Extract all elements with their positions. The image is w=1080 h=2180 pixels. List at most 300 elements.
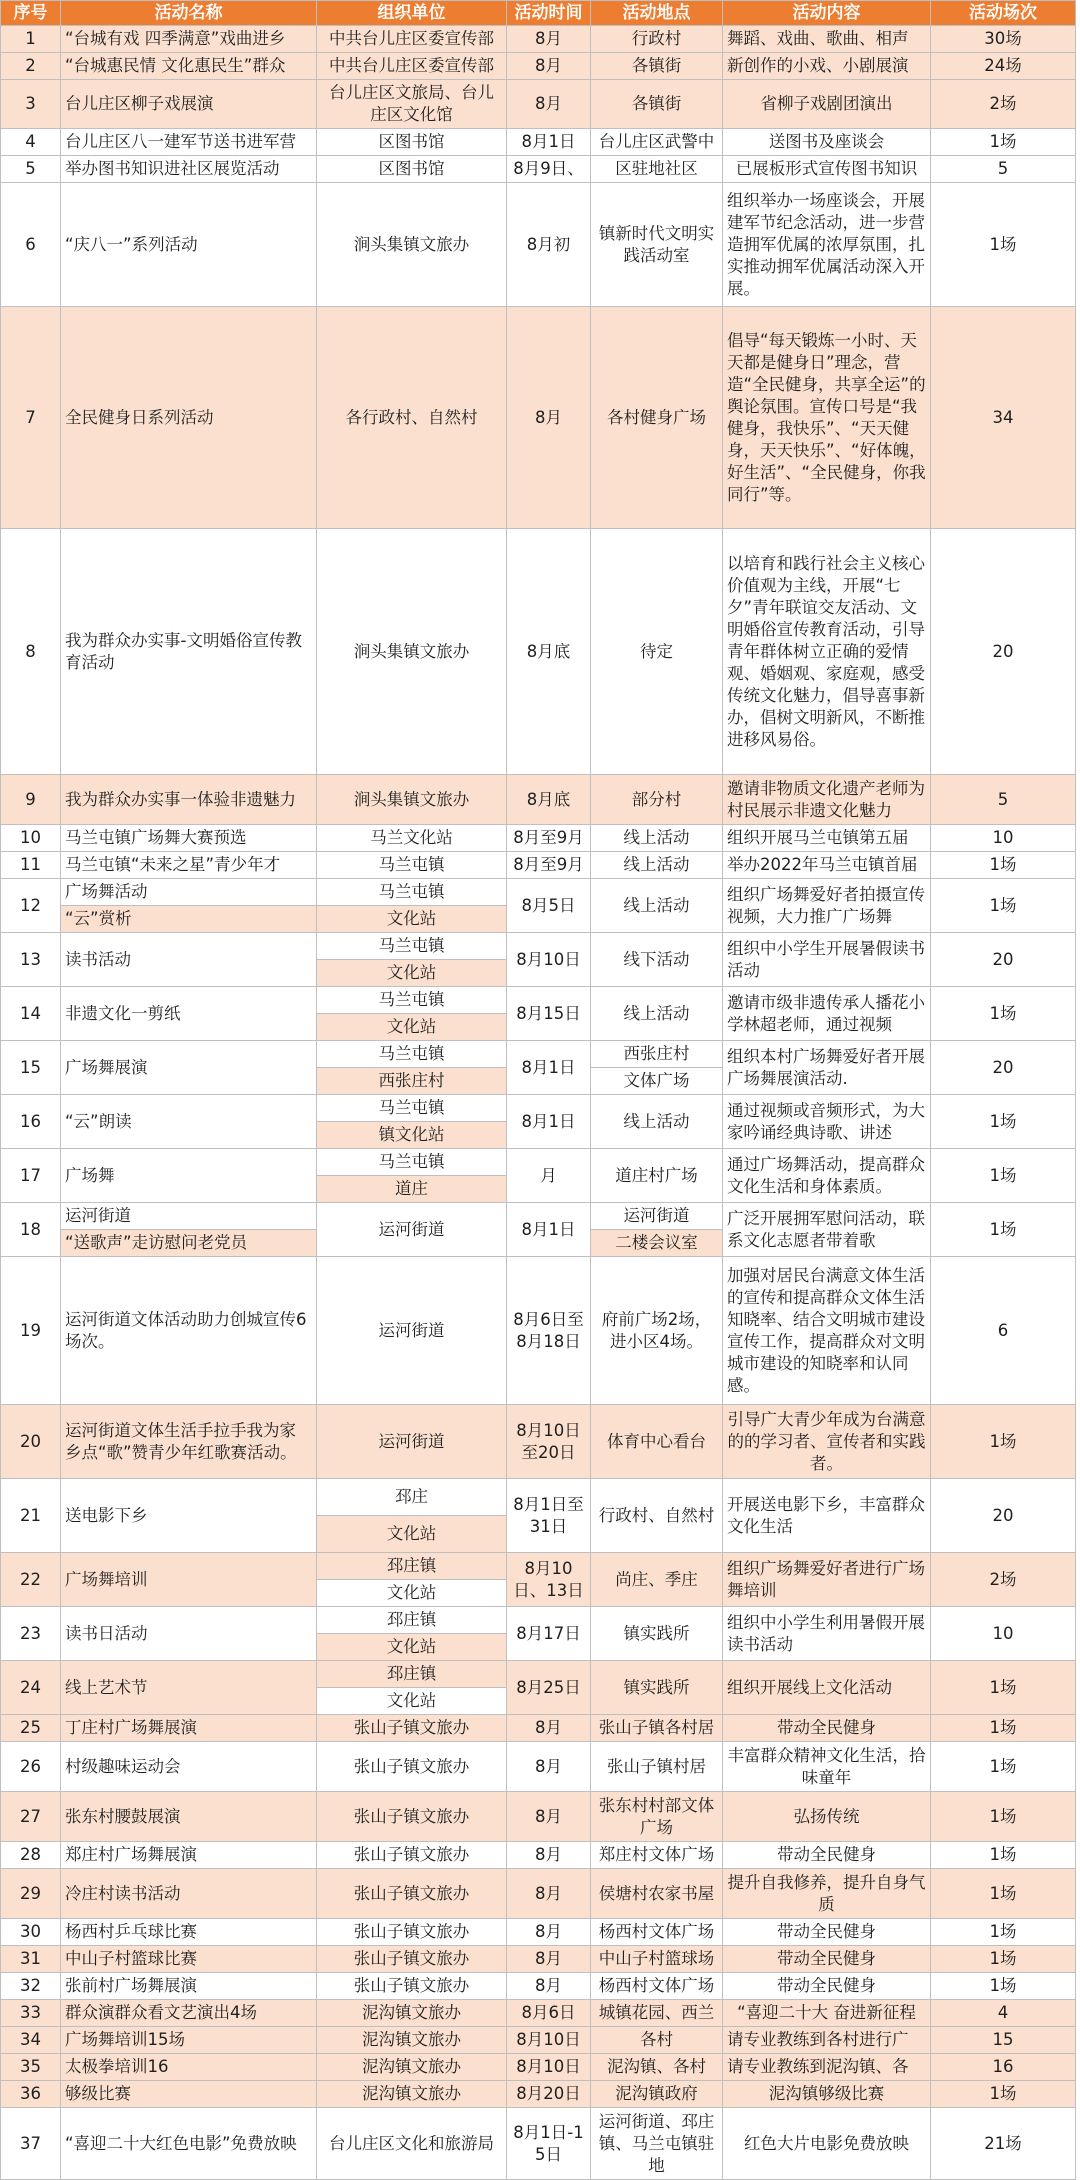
- cell-place: 杨西村文体广场: [591, 1973, 723, 2000]
- cell-count: 1场: [931, 1973, 1076, 2000]
- table-row: [1, 307, 1076, 529]
- cell-place: 镇实践所: [591, 1607, 723, 1661]
- cell-place: 线上活动: [591, 879, 723, 933]
- cell-place: 行政村: [591, 26, 723, 53]
- cell-name: 冷庄村读书活动: [61, 1869, 317, 1919]
- cell-name: 台儿庄区柳子戏展演: [61, 80, 317, 129]
- cell-place: 线上活动: [591, 825, 723, 852]
- cell-place: 体育中心看台: [591, 1405, 723, 1479]
- cell-place: 张山子镇村居: [591, 1742, 723, 1792]
- table-row: [1, 2054, 1076, 2081]
- cell-place: 府前广场2场，进小区4场。: [591, 1257, 723, 1405]
- cell-org: 台儿庄区文旅局、台儿庄区文化馆: [317, 80, 507, 129]
- cell-count: 1场: [931, 129, 1076, 156]
- table-row: [1, 1946, 1076, 1973]
- cell-content: 组织广场舞爱好者拍摄宣传视频，大力推广广场舞: [723, 879, 931, 933]
- cell-content: 带动全民健身: [723, 1946, 931, 1973]
- cell-no: 10: [1, 825, 61, 852]
- cell-count: 1场: [931, 1149, 1076, 1203]
- cell-org: 文化站: [317, 1516, 507, 1553]
- cell-time: 8月1日至31日: [507, 1479, 591, 1553]
- cell-org: 泥沟镇文旅办: [317, 2081, 507, 2108]
- cell-time: 8月10日: [507, 2027, 591, 2054]
- cell-name: 丁庄村广场舞展演: [61, 1715, 317, 1742]
- cell-org: 运河街道: [317, 1257, 507, 1405]
- table-row: [1, 1973, 1076, 2000]
- cell-count: 34: [931, 307, 1076, 529]
- cell-no: 15: [1, 1041, 61, 1095]
- cell-count: 6: [931, 1257, 1076, 1405]
- cell-no: 32: [1, 1973, 61, 2000]
- cell-no: 17: [1, 1149, 61, 1203]
- table-row: [1, 1869, 1076, 1919]
- header-no: 序号: [1, 1, 61, 26]
- cell-content: 组织中小学生利用暑假开展读书活动: [723, 1607, 931, 1661]
- table-row: [1, 775, 1076, 825]
- cell-time: 8月20日: [507, 2081, 591, 2108]
- cell-org: 张山子镇文旅办: [317, 1946, 507, 1973]
- table-row: [1, 1842, 1076, 1869]
- cell-org: 运河街道: [317, 1203, 507, 1257]
- cell-place: 侯塘村农家书屋: [591, 1869, 723, 1919]
- header-count: 活动场次: [931, 1, 1076, 26]
- cell-count: 1场: [931, 1203, 1076, 1257]
- cell-name: 我为群众办实事-文明婚俗宣传教育活动: [61, 529, 317, 775]
- cell-time: 8月1日: [507, 129, 591, 156]
- cell-time: 8月5日: [507, 879, 591, 933]
- cell-content: 邀请市级非遗传承人播花小学林超老师，通过视频: [723, 987, 931, 1041]
- cell-content: 引导广大青少年成为台满意的的学习者、宣传者和实践者。: [723, 1405, 931, 1479]
- cell-place: 城镇花园、西兰: [591, 2000, 723, 2027]
- cell-name: 广场舞: [61, 1149, 317, 1203]
- cell-no: 22: [1, 1553, 61, 1607]
- cell-name: 广场舞培训15场: [61, 2027, 317, 2054]
- cell-time: 8月: [507, 307, 591, 529]
- cell-org: 马兰屯镇: [317, 879, 507, 906]
- cell-content: 组织本村广场舞爱好者开展广场舞展演活动.: [723, 1041, 931, 1095]
- table-row: [1, 2108, 1076, 2180]
- cell-name: 群众演群众看文艺演出4场: [61, 2000, 317, 2027]
- cell-org: 马兰文化站: [317, 825, 507, 852]
- cell-content: 已展板形式宣传图书知识: [723, 156, 931, 183]
- cell-no: 13: [1, 933, 61, 987]
- cell-name: 广场舞展演: [61, 1041, 317, 1095]
- cell-time: 8月17日: [507, 1607, 591, 1661]
- cell-name: 我为群众办实事一体验非遗魅力: [61, 775, 317, 825]
- cell-name: 张前村广场舞展演: [61, 1973, 317, 2000]
- cell-content: 倡导“每天锻炼一小时、天天都是健身日”理念，营造“全民健身，共享全运”的舆论氛围。宣传口号是“我健身，我快乐”、“天天健身，天天快乐”、“好体魄，好生活”、“全民健身，你我同行”等。: [723, 307, 931, 529]
- cell-no: 3: [1, 80, 61, 129]
- cell-place: 台儿庄区武警中: [591, 129, 723, 156]
- cell-name: 运河街道文体生活手拉手我为家乡点“歌”赞青少年红歌赛活动。: [61, 1405, 317, 1479]
- cell-content: 请专业教练到泥沟镇、各: [723, 2054, 931, 2081]
- cell-time: 8月至9月: [507, 852, 591, 879]
- cell-name: 全民健身日系列活动: [61, 307, 317, 529]
- table-row: [1, 879, 1076, 906]
- cell-place: 线下活动: [591, 933, 723, 987]
- cell-place: 待定: [591, 529, 723, 775]
- cell-name: 运河街道: [61, 1203, 317, 1230]
- cell-name: 运河街道文体活动助力创城宣传6场次。: [61, 1257, 317, 1405]
- cell-time: 8月: [507, 80, 591, 129]
- cell-place: 各镇街: [591, 80, 723, 129]
- cell-time: 8月10日至20日: [507, 1405, 591, 1479]
- table-row: [1, 933, 1076, 960]
- cell-content: 带动全民健身: [723, 1715, 931, 1742]
- cell-time: 8月10日: [507, 933, 591, 987]
- cell-count: 1场: [931, 1919, 1076, 1946]
- cell-name: “云”赏析: [61, 906, 317, 933]
- cell-no: 33: [1, 2000, 61, 2027]
- cell-org: 文化站: [317, 1634, 507, 1661]
- cell-count: 5: [931, 775, 1076, 825]
- table-row: [1, 2000, 1076, 2027]
- cell-no: 26: [1, 1742, 61, 1792]
- cell-org: 马兰屯镇: [317, 987, 507, 1014]
- cell-place: 线上活动: [591, 852, 723, 879]
- cell-place: 郑庄村文体广场: [591, 1842, 723, 1869]
- cell-time: 8月: [507, 26, 591, 53]
- cell-time: 8月25日: [507, 1661, 591, 1715]
- table-row: [1, 1792, 1076, 1842]
- cell-content: 泥沟镇够级比赛: [723, 2081, 931, 2108]
- cell-count: 20: [931, 1041, 1076, 1095]
- cell-name: 非遗文化一剪纸: [61, 987, 317, 1041]
- cell-org: 中共台儿庄区委宣传部: [317, 53, 507, 80]
- cell-time: 8月: [507, 1792, 591, 1842]
- cell-content: 带动全民健身: [723, 1842, 931, 1869]
- cell-place: 各镇街: [591, 53, 723, 80]
- cell-content: 通过广场舞活动，提高群众文化生活和身体素质。: [723, 1149, 931, 1203]
- cell-count: 24场: [931, 53, 1076, 80]
- table-row: [1, 529, 1076, 775]
- cell-org: 区图书馆: [317, 129, 507, 156]
- cell-place: 部分村: [591, 775, 723, 825]
- cell-no: 35: [1, 2054, 61, 2081]
- cell-name: 中山子村篮球比赛: [61, 1946, 317, 1973]
- cell-count: 1场: [931, 1946, 1076, 1973]
- cell-org: 西张庄村: [317, 1068, 507, 1095]
- cell-place: 张东村村部文体广场: [591, 1792, 723, 1842]
- cell-content: “喜迎二十大 奋进新征程: [723, 2000, 931, 2027]
- cell-org: 邳庄镇: [317, 1607, 507, 1634]
- cell-content: 通过视频或音频形式，为大家吟诵经典诗歌、讲述: [723, 1095, 931, 1149]
- cell-content: 省柳子戏剧团演出: [723, 80, 931, 129]
- cell-time: 8月15日: [507, 987, 591, 1041]
- cell-time: 8月: [507, 1919, 591, 1946]
- cell-count: 20: [931, 529, 1076, 775]
- cell-name: 村级趣味运动会: [61, 1742, 317, 1792]
- cell-no: 21: [1, 1479, 61, 1553]
- table-row: [1, 1149, 1076, 1176]
- cell-place: 西张庄村: [591, 1041, 723, 1068]
- cell-org: 涧头集镇文旅办: [317, 183, 507, 307]
- cell-no: 20: [1, 1405, 61, 1479]
- table-row: [1, 1405, 1076, 1479]
- table-row: [1, 1095, 1076, 1122]
- cell-count: 20: [931, 933, 1076, 987]
- cell-no: 1: [1, 26, 61, 53]
- cell-no: 24: [1, 1661, 61, 1715]
- cell-name: “云”朗读: [61, 1095, 317, 1149]
- cell-org: 马兰屯镇: [317, 933, 507, 960]
- cell-no: 27: [1, 1792, 61, 1842]
- cell-place: 文体广场: [591, 1068, 723, 1095]
- cell-no: 19: [1, 1257, 61, 1405]
- header-time: 活动时间: [507, 1, 591, 26]
- cell-time: 8月初: [507, 183, 591, 307]
- cell-org: 文化站: [317, 1580, 507, 1607]
- cell-time: 8月: [507, 1946, 591, 1973]
- cell-no: 18: [1, 1203, 61, 1257]
- cell-org: 运河街道: [317, 1405, 507, 1479]
- cell-place: 行政村、自然村: [591, 1479, 723, 1553]
- cell-content: 丰富群众精神文化生活，拾味童年: [723, 1742, 931, 1792]
- table-row: [1, 987, 1076, 1014]
- cell-no: 6: [1, 183, 61, 307]
- cell-count: 10: [931, 1607, 1076, 1661]
- cell-content: 请专业教练到各村进行广: [723, 2027, 931, 2054]
- table-row: [1, 1203, 1076, 1230]
- cell-org: 各行政村、自然村: [317, 307, 507, 529]
- table-header-row: [1, 1, 1076, 26]
- cell-time: 月: [507, 1149, 591, 1203]
- cell-time: 8月: [507, 1973, 591, 2000]
- table-row: [1, 1041, 1076, 1068]
- cell-time: 8月10日: [507, 2054, 591, 2081]
- cell-time: 8月10日、13日: [507, 1553, 591, 1607]
- cell-count: 4: [931, 2000, 1076, 2027]
- cell-org: 马兰屯镇: [317, 852, 507, 879]
- cell-time: 8月: [507, 1869, 591, 1919]
- cell-content: 以培育和践行社会主义核心价值观为主线，开展“七夕”青年联谊交友活动、文明婚俗宣传教育活动，引导青年群体树立正确的爱情观、婚姻观、家庭观，感受传统文化魅力，倡导喜事新办，倡树文明新风，不断推进移风易俗。: [723, 529, 931, 775]
- cell-count: 1场: [931, 1405, 1076, 1479]
- cell-count: 2场: [931, 80, 1076, 129]
- cell-org: 涧头集镇文旅办: [317, 529, 507, 775]
- cell-count: 30场: [931, 26, 1076, 53]
- cell-org: 涧头集镇文旅办: [317, 775, 507, 825]
- cell-org: 台儿庄区文化和旅游局: [317, 2108, 507, 2180]
- cell-no: 12: [1, 879, 61, 933]
- cell-content: 组织开展线上文化活动: [723, 1661, 931, 1715]
- cell-name: 马兰屯镇“未来之星”青少年才: [61, 852, 317, 879]
- cell-no: 28: [1, 1842, 61, 1869]
- cell-org: 张山子镇文旅办: [317, 1715, 507, 1742]
- header-place: 活动地点: [591, 1, 723, 26]
- cell-place: 张山子镇各村居: [591, 1715, 723, 1742]
- cell-time: 8月1日-15日: [507, 2108, 591, 2180]
- cell-place: 杨西村文体广场: [591, 1919, 723, 1946]
- table-row: [1, 129, 1076, 156]
- cell-org: 张山子镇文旅办: [317, 1792, 507, 1842]
- cell-content: 组织开展马兰屯镇第五届: [723, 825, 931, 852]
- cell-org: 马兰屯镇: [317, 1041, 507, 1068]
- cell-name: 太极拳培训16: [61, 2054, 317, 2081]
- cell-content: 提升自我修养，提升自身气质: [723, 1869, 931, 1919]
- cell-content: 组织举办一场座谈会，开展建军节纪念活动，进一步营造拥军优属的浓厚氛围，扎实推动拥军优属活动深入开展。: [723, 183, 931, 307]
- table-row: [1, 1661, 1076, 1688]
- table-row: [1, 183, 1076, 307]
- cell-org: 文化站: [317, 906, 507, 933]
- cell-org: 中共台儿庄区委宣传部: [317, 26, 507, 53]
- cell-org: 马兰屯镇: [317, 1149, 507, 1176]
- cell-time: 8月6日: [507, 2000, 591, 2027]
- cell-name: “台城惠民情 文化惠民生”群众: [61, 53, 317, 80]
- cell-org: 邳庄镇: [317, 1553, 507, 1580]
- cell-name: 读书活动: [61, 933, 317, 987]
- cell-name: 线上艺术节: [61, 1661, 317, 1715]
- cell-time: 8月底: [507, 529, 591, 775]
- cell-place: 区驻地社区: [591, 156, 723, 183]
- cell-no: 4: [1, 129, 61, 156]
- cell-org: 文化站: [317, 960, 507, 987]
- cell-name: 送电影下乡: [61, 1479, 317, 1553]
- cell-place: 运河街道: [591, 1203, 723, 1230]
- cell-org: 区图书馆: [317, 156, 507, 183]
- cell-time: 8月1日: [507, 1041, 591, 1095]
- table-row: [1, 26, 1076, 53]
- cell-count: 20: [931, 1479, 1076, 1553]
- cell-time: 8月至9月: [507, 825, 591, 852]
- cell-count: 1场: [931, 1661, 1076, 1715]
- cell-count: 1场: [931, 987, 1076, 1041]
- cell-no: 23: [1, 1607, 61, 1661]
- cell-count: 15: [931, 2027, 1076, 2054]
- cell-name: 够级比赛: [61, 2081, 317, 2108]
- cell-no: 7: [1, 307, 61, 529]
- cell-place: 泥沟镇政府: [591, 2081, 723, 2108]
- cell-content: 带动全民健身: [723, 1973, 931, 2000]
- cell-place: 二楼会议室: [591, 1230, 723, 1257]
- cell-content: 弘扬传统: [723, 1792, 931, 1842]
- table-row: [1, 2081, 1076, 2108]
- cell-name: 马兰屯镇广场舞大赛预选: [61, 825, 317, 852]
- cell-no: 16: [1, 1095, 61, 1149]
- table-row: [1, 852, 1076, 879]
- cell-org: 张山子镇文旅办: [317, 1869, 507, 1919]
- cell-no: 37: [1, 2108, 61, 2180]
- cell-name: “台城有戏 四季满意”戏曲进乡: [61, 26, 317, 53]
- cell-count: 2场: [931, 1553, 1076, 1607]
- table-row: [1, 1553, 1076, 1580]
- cell-name: 张东村腰鼓展演: [61, 1792, 317, 1842]
- cell-no: 9: [1, 775, 61, 825]
- cell-org: 泥沟镇文旅办: [317, 2054, 507, 2081]
- cell-content: 送图书及座谈会: [723, 129, 931, 156]
- cell-time: 8月: [507, 1715, 591, 1742]
- table-row: [1, 825, 1076, 852]
- cell-content: 舞蹈、戏曲、歌曲、相声: [723, 26, 931, 53]
- cell-name: 读书日活动: [61, 1607, 317, 1661]
- table-row: [1, 2027, 1076, 2054]
- cell-place: 泥沟镇、各村: [591, 2054, 723, 2081]
- cell-no: 5: [1, 156, 61, 183]
- cell-place: 各村: [591, 2027, 723, 2054]
- table-row: [1, 80, 1076, 129]
- cell-place: 道庄村广场: [591, 1149, 723, 1203]
- cell-name: 广场舞活动: [61, 879, 317, 906]
- header-org: 组织单位: [317, 1, 507, 26]
- header-content: 活动内容: [723, 1, 931, 26]
- cell-no: 8: [1, 529, 61, 775]
- cell-org: 文化站: [317, 1014, 507, 1041]
- table-row: [1, 1257, 1076, 1405]
- table-row: [1, 1715, 1076, 1742]
- cell-time: 8月1日: [507, 1095, 591, 1149]
- cell-count: 1场: [931, 1742, 1076, 1792]
- cell-name: 广场舞培训: [61, 1553, 317, 1607]
- table-row: [1, 53, 1076, 80]
- cell-org: 泥沟镇文旅办: [317, 2027, 507, 2054]
- cell-place: 中山子村篮球场: [591, 1946, 723, 1973]
- cell-no: 29: [1, 1869, 61, 1919]
- header-name: 活动名称: [61, 1, 317, 26]
- cell-name: 郑庄村广场舞展演: [61, 1842, 317, 1869]
- cell-name: 杨西村乒乓球比赛: [61, 1919, 317, 1946]
- cell-name: 台儿庄区八一建军节送书进军营: [61, 129, 317, 156]
- cell-content: 组织中小学生开展暑假读书活动: [723, 933, 931, 987]
- cell-org: 张山子镇文旅办: [317, 1919, 507, 1946]
- cell-no: 2: [1, 53, 61, 80]
- cell-time: 8月: [507, 53, 591, 80]
- cell-no: 14: [1, 987, 61, 1041]
- table-row: [1, 1479, 1076, 1516]
- cell-time: 8月6日至8月18日: [507, 1257, 591, 1405]
- cell-place: 镇新时代文明实践活动室: [591, 183, 723, 307]
- cell-count: 5: [931, 156, 1076, 183]
- cell-no: 34: [1, 2027, 61, 2054]
- cell-time: 8月1日: [507, 1203, 591, 1257]
- table-row: [1, 156, 1076, 183]
- cell-no: 11: [1, 852, 61, 879]
- cell-count: 1场: [931, 1792, 1076, 1842]
- cell-org: 马兰屯镇: [317, 1095, 507, 1122]
- cell-place: 镇实践所: [591, 1661, 723, 1715]
- cell-org: 泥沟镇文旅办: [317, 2000, 507, 2027]
- cell-name: “庆八一”系列活动: [61, 183, 317, 307]
- cell-no: 36: [1, 2081, 61, 2108]
- cell-org: 邳庄镇: [317, 1661, 507, 1688]
- cell-content: 举办2022年马兰屯镇首届: [723, 852, 931, 879]
- table-row: [1, 1919, 1076, 1946]
- cell-content: 开展送电影下乡，丰富群众文化生活: [723, 1479, 931, 1553]
- cell-place: 线上活动: [591, 1095, 723, 1149]
- cell-name: 举办图书知识进社区展览活动: [61, 156, 317, 183]
- cell-place: 各村健身广场: [591, 307, 723, 529]
- cell-content: 组织广场舞爱好者进行广场舞培训: [723, 1553, 931, 1607]
- cell-place: 运河街道、邳庄镇、马兰屯镇驻地: [591, 2108, 723, 2180]
- cell-count: 1场: [931, 183, 1076, 307]
- cell-time: 8月9日、: [507, 156, 591, 183]
- cell-place: 线上活动: [591, 987, 723, 1041]
- cell-org: 镇文化站: [317, 1122, 507, 1149]
- cell-count: 1场: [931, 1095, 1076, 1149]
- cell-no: 31: [1, 1946, 61, 1973]
- table-row: [1, 1742, 1076, 1792]
- cell-org: 道庄: [317, 1176, 507, 1203]
- cell-count: 16: [931, 2054, 1076, 2081]
- cell-org: 张山子镇文旅办: [317, 1973, 507, 2000]
- cell-count: 1场: [931, 1842, 1076, 1869]
- cell-time: 8月底: [507, 775, 591, 825]
- cell-content: 带动全民健身: [723, 1919, 931, 1946]
- cell-no: 30: [1, 1919, 61, 1946]
- cell-no: 25: [1, 1715, 61, 1742]
- cell-count: 1场: [931, 1869, 1076, 1919]
- cell-count: 1场: [931, 2081, 1076, 2108]
- cell-time: 8月: [507, 1842, 591, 1869]
- cell-count: 10: [931, 825, 1076, 852]
